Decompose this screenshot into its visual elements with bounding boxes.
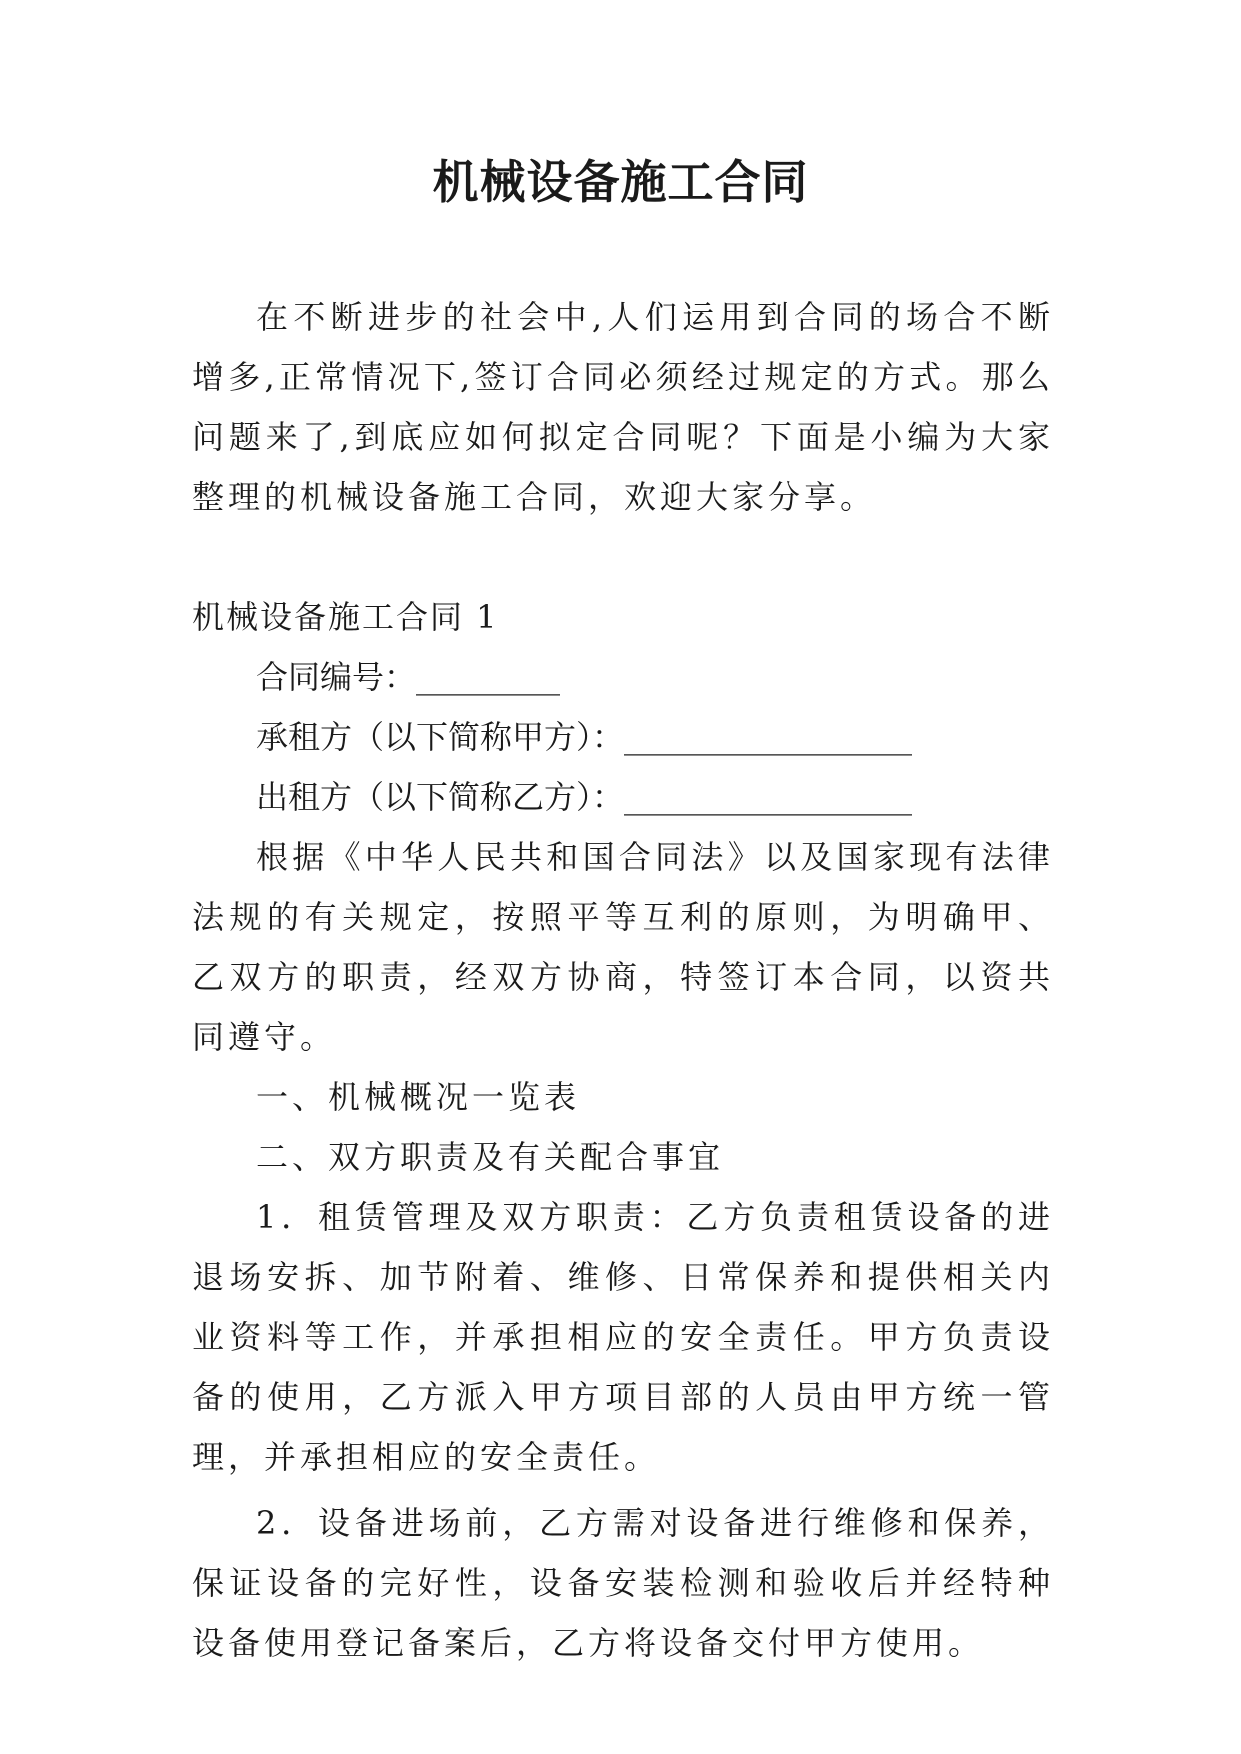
section-heading: 机械设备施工合同 1 bbox=[192, 598, 499, 636]
spacer bbox=[192, 527, 1054, 587]
contract-number-line: 合同编号：_________ bbox=[256, 658, 561, 696]
basis-paragraph: 根据《中华人民共和国合同法》以及国家现有法律法规的有关规定，按照平等互利的原则，为明确甲、乙双方的职责，经双方协商，特签订本合同，以资共同遵守。 bbox=[192, 838, 1054, 1056]
document-body bbox=[192, 287, 1054, 1673]
item-two-heading: 二、双方职责及有关配合事宜 bbox=[256, 1138, 725, 1176]
intro-paragraph: 在不断进步的社会中,人们运用到合同的场合不断增多,正常情况下,签订合同必须经过规定的方式。那么问题来了,到底应如何拟定合同呢？下面是小编为大家整理的机械设备施工合同，欢迎大家分享。 bbox=[192, 298, 1054, 516]
item-one-heading: 一、机械概况一览表 bbox=[256, 1078, 581, 1116]
clause-two-paragraph: 2．设备进场前，乙方需对设备进行维修和保养，保证设备的完好性，设备安装检测和验收后并经特种设备使用登记备案后，乙方将设备交付甲方使用。 bbox=[192, 1504, 1054, 1662]
document-title: 机械设备施工合同 bbox=[432, 155, 809, 209]
clause-one-paragraph: 1．租赁管理及双方职责：乙方负责租赁设备的进退场安拆、加节附着、维修、日常保养和提供相关内业资料等工作，并承担相应的安全责任。甲方负责设备的使用，乙方派入甲方项目部的人员由甲方统一管理，并承担相应的安全责任。 bbox=[192, 1198, 1054, 1476]
lessee-line: 承租方（以下简称甲方）：__________________ bbox=[256, 718, 913, 756]
lessor-line: 出租方（以下简称乙方）：__________________ bbox=[256, 778, 913, 816]
